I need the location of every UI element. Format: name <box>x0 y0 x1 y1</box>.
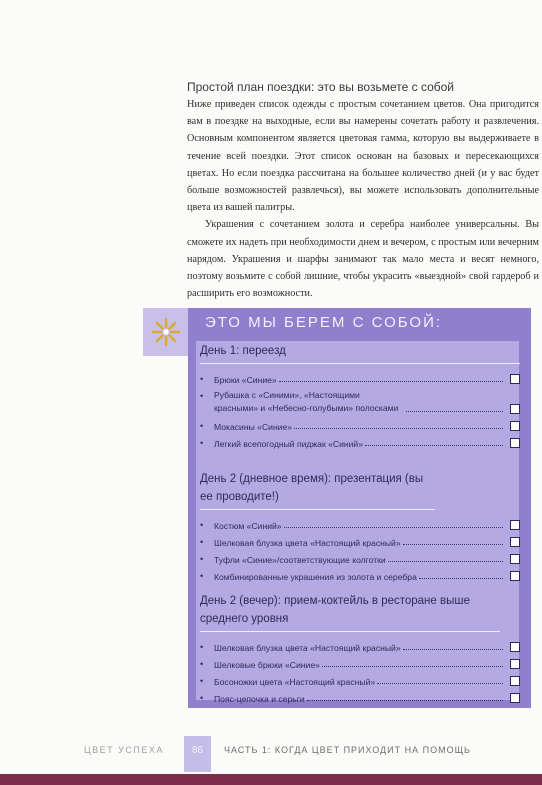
list-item <box>200 387 520 417</box>
list-item-text: Комбинированные украшения из золота и серебра <box>214 572 417 582</box>
list-item <box>200 638 520 655</box>
dot-leader <box>403 649 503 650</box>
list-item <box>200 689 520 706</box>
list-section-day2-evening <box>200 592 520 706</box>
bullet-icon: • <box>200 421 204 431</box>
list-item <box>200 533 520 550</box>
page-number: 86 <box>184 736 211 772</box>
body-text <box>187 96 539 302</box>
dot-leader <box>388 561 503 562</box>
list-item <box>200 434 520 451</box>
list-item-text: Легкий всепогодный пиджак «Синий» <box>214 439 363 449</box>
dot-leader <box>403 544 503 545</box>
list-item <box>200 417 520 434</box>
section-title: Простой план поездки: это вы возьмете с собой <box>187 80 455 94</box>
list-section-title: День 2 (дневное время): презентация (вы ее проводите!) <box>200 470 435 510</box>
list-section-day2-daytime <box>200 470 520 584</box>
checkbox-icon[interactable] <box>510 554 520 564</box>
dot-leader <box>322 666 503 667</box>
star-burst-icon <box>143 308 188 356</box>
checkbox-icon[interactable] <box>510 642 520 652</box>
paragraph-2: Украшения с сочетанием золота и серебра наиболее универсальны. Вы сможете их надеть при необходимости днем и вечером, с простым или вечерним нарядом. Украшения и шарфы занимают так мало места и весят немного, поэтому возьмите с собой лишние, чтобы украсить «выездной» свой гардероб и расширить его возможности. <box>187 219 539 300</box>
dot-leader <box>377 683 503 684</box>
bullet-icon: • <box>200 554 204 564</box>
dot-leader <box>406 411 503 412</box>
list-section-day1 <box>200 342 520 451</box>
checkbox-icon[interactable] <box>510 520 520 530</box>
bullet-icon: • <box>200 520 204 530</box>
list-section-title: День 1: переезд <box>200 342 520 364</box>
dot-leader <box>284 527 503 528</box>
list-item <box>200 516 520 533</box>
bullet-icon: • <box>200 693 204 703</box>
bullet-icon: • <box>200 642 204 652</box>
packing-list-title: ЭТО МЫ БЕРЕМ С СОБОЙ: <box>205 314 443 331</box>
checkbox-icon[interactable] <box>510 374 520 384</box>
paragraph-1: Ниже приведен список одежды с простым сочетанием цветов. Она пригодится вам в поездке на выходные, если вы намерены сочетать работу и развлечения. Основным компонентом является цветовая гамма, которую вы выдерживаете в течение всей поездки. Этот список основан на базовых и пересекающихся цветах. Но если поездка рассчитана на большее количество дней (и у вас будет больше возможностей развлечься), вы можете использовать дополнительные цвета из вашей палитры. <box>187 99 539 214</box>
list-item-text: Босоножки цвета «Настоящий красный» <box>214 677 376 687</box>
list-item <box>200 567 520 584</box>
list-item-text: Брюки «Синие» <box>214 375 277 385</box>
checkbox-icon[interactable] <box>510 659 520 669</box>
dot-leader <box>419 578 503 579</box>
list-item-text: Костюм «Синий» <box>214 521 282 531</box>
list-item-text: Шелковая блузка цвета «Настоящий красный» <box>214 538 401 548</box>
checkbox-icon[interactable] <box>510 404 520 414</box>
checkbox-icon[interactable] <box>510 421 520 431</box>
dot-leader <box>365 445 503 446</box>
dot-leader <box>307 700 503 701</box>
bullet-icon: • <box>200 571 204 581</box>
list-item-text: Рубашка с «Синими», «Настоящими красными» и «Небесно-голубыми» полосками <box>214 390 399 413</box>
checkbox-icon[interactable] <box>510 693 520 703</box>
checkbox-icon[interactable] <box>510 676 520 686</box>
dot-leader <box>294 428 503 429</box>
list-item <box>200 370 520 387</box>
bullet-icon: • <box>200 676 204 686</box>
footer-book-title: ЦВЕТ УСПЕХА <box>84 745 164 755</box>
checkbox-icon[interactable] <box>510 571 520 581</box>
dot-leader <box>279 381 503 382</box>
list-item-text: Туфли «Синие»/соответствующие колготки <box>214 555 386 565</box>
list-item-text: Шелковая блузка цвета «Настоящий красный» <box>214 643 401 653</box>
bottom-color-bar <box>0 774 542 785</box>
list-item-text: Шелковые брюки «Синие» <box>214 660 320 670</box>
bullet-icon: • <box>200 391 204 401</box>
checkbox-icon[interactable] <box>510 438 520 448</box>
bullet-icon: • <box>200 374 204 384</box>
bullet-icon: • <box>200 438 204 448</box>
checkbox-icon[interactable] <box>510 537 520 547</box>
list-item <box>200 655 520 672</box>
footer-chapter-title: ЧАСТЬ 1: КОГДА ЦВЕТ ПРИХОДИТ НА ПОМОЩЬ <box>224 745 471 755</box>
list-item-text: Пояс-цепочка и серьги <box>214 694 305 704</box>
bullet-icon: • <box>200 659 204 669</box>
list-item-text: Мокасины «Синие» <box>214 422 293 432</box>
list-section-title: День 2 (вечер): прием-коктейль в ресторане выше среднего уровня <box>200 592 500 632</box>
bullet-icon: • <box>200 537 204 547</box>
list-item <box>200 672 520 689</box>
list-item <box>200 550 520 567</box>
